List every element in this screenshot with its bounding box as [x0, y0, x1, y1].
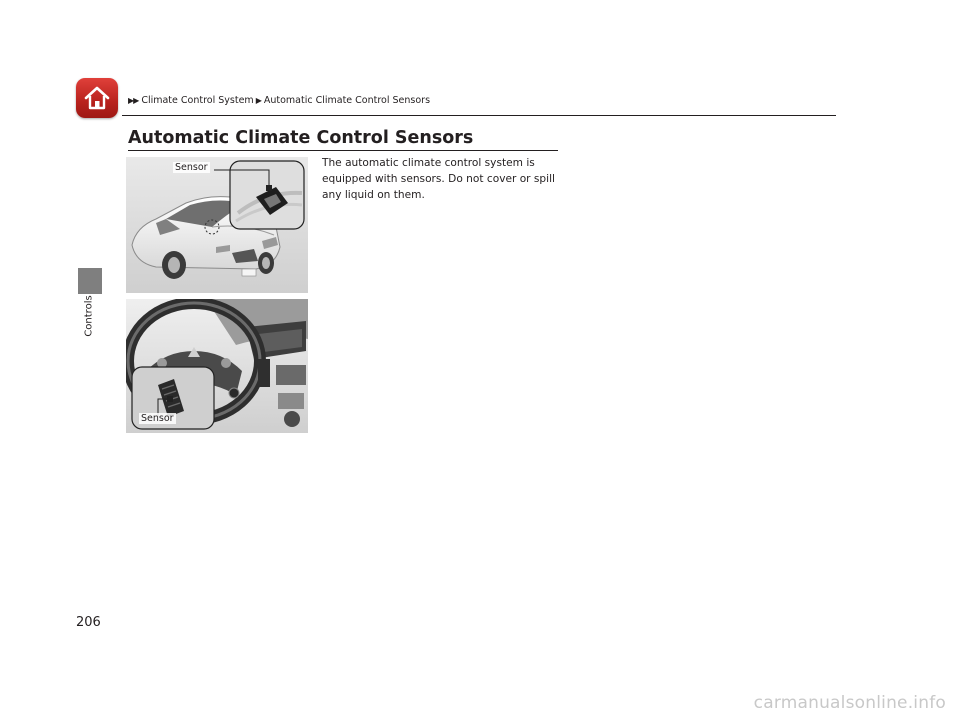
breadcrumb-arrow-icon: ▶▶	[128, 96, 139, 105]
breadcrumb-item-current: Automatic Climate Control Sensors	[263, 95, 431, 106]
breadcrumb-arrow-icon: ▶	[255, 96, 262, 105]
car-exterior-image	[126, 157, 308, 293]
page-title: Automatic Climate Control Sensors	[128, 128, 474, 148]
breadcrumb-item-climate-control-system[interactable]: Climate Control System	[141, 95, 254, 106]
illustration-interior-sensor	[126, 299, 308, 433]
page-number: 206	[76, 615, 101, 630]
section-tab-marker	[78, 268, 102, 294]
title-divider	[128, 150, 558, 151]
breadcrumb	[128, 95, 430, 106]
illustration-exterior-sensor	[126, 157, 308, 293]
section-tab-label: Controls	[83, 295, 95, 337]
header-divider	[122, 115, 836, 116]
watermark: carmanualsonline.info	[753, 693, 946, 713]
home-button[interactable]	[76, 78, 118, 118]
callout-sensor-label: Sensor	[175, 162, 208, 173]
callout-sensor-label: Sensor	[141, 413, 174, 424]
body-text: The automatic climate control system is equipped with sensors. Do not cover or spill any liquid on them.	[322, 157, 555, 201]
home-icon	[83, 84, 111, 112]
